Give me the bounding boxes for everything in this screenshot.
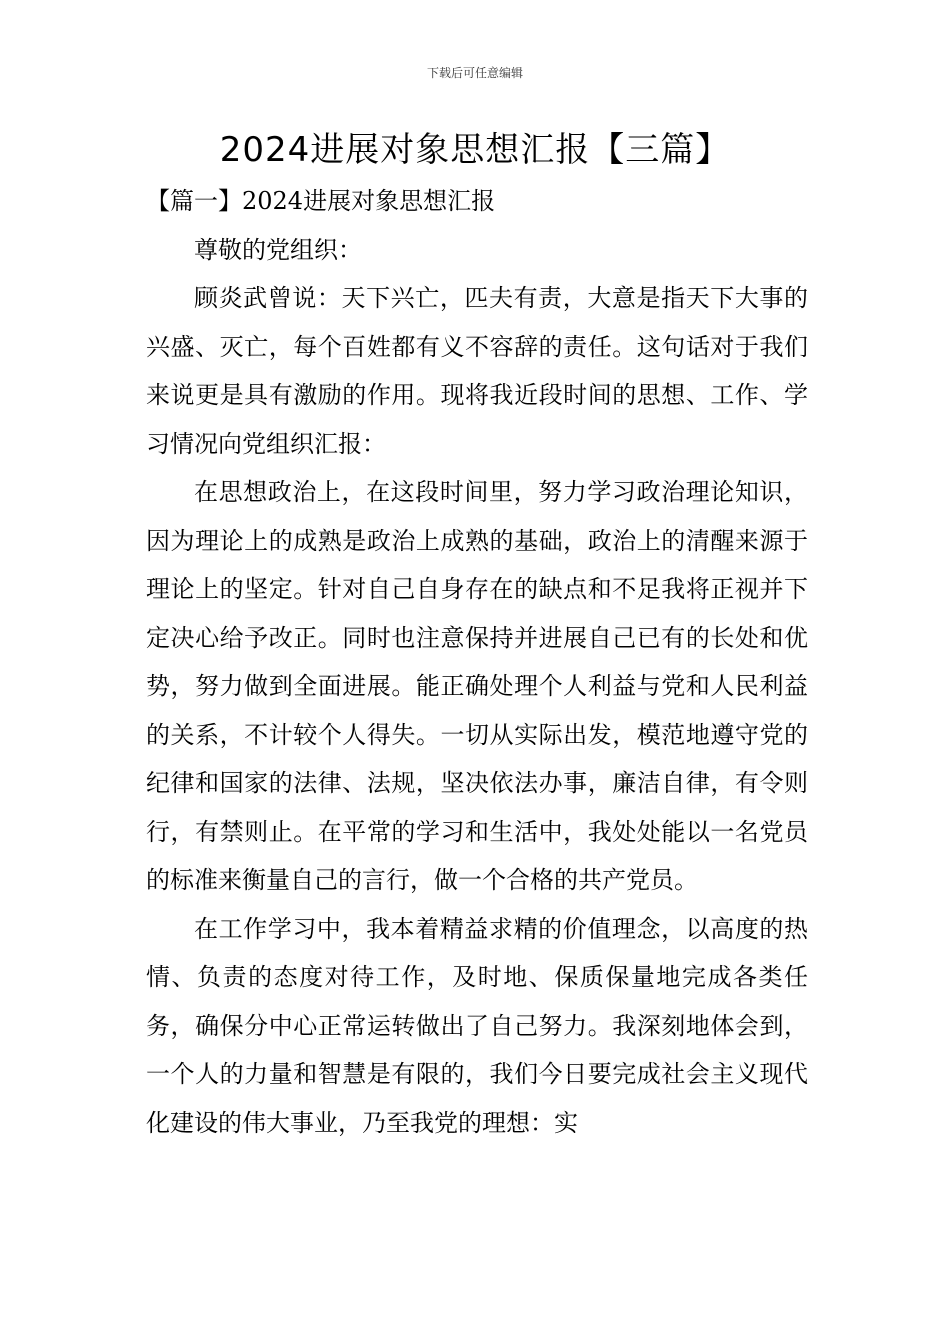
paragraph-1: 顾炎武曾说：天下兴亡，匹夫有责，大意是指天下大事的兴盛、灭亡，每个百姓都有义不容辞的责任。这句话对于我们来说更是具有激励的作用。现将我近段时间的思想、工作、学习情况向党组织汇报： <box>146 284 808 458</box>
document-title: 2024进展对象思想汇报【三篇】 <box>219 130 731 170</box>
header-note: 下载后可任意编辑 <box>426 66 523 80</box>
section-title: 【篇一】2024进展对象思想汇报 <box>146 187 496 215</box>
paragraph-3: 在工作学习中，我本着精益求精的价值理念，以高度的热情、负责的态度对待工作，及时地、保质保量地完成各类任务，确保分中心正常运转做出了自己努力。我深刻地体会到，一个人的力量和智慧是有限的，我们今日要完成社会主义现代化建设的伟大事业，乃至我党的理想：实 <box>146 914 808 1137</box>
paragraph-2: 在思想政治上，在这段时间里，努力学习政治理论知识，因为理论上的成熟是政治上成熟的基础，政治上的清醒来源于理论上的坚定。针对自己自身存在的缺点和不足我将正视并下定决心给予改正。同时也注意保持并进展自己已有的长处和优势，努力做到全面进展。能正确处理个人利益与党和人民利益的关系，不计较个人得失。一切从实际出发，模范地遵守党的纪律和国家的法律、法规，坚决依法办事，廉洁自律，有令则行，有禁则止。在平常的学习和生活中，我处处能以一名党员的标准来衡量自己的言行，做一个合格的共产党员。 <box>146 478 808 894</box>
document-body <box>146 177 808 1147</box>
salutation: 尊敬的党组织： <box>194 235 362 264</box>
